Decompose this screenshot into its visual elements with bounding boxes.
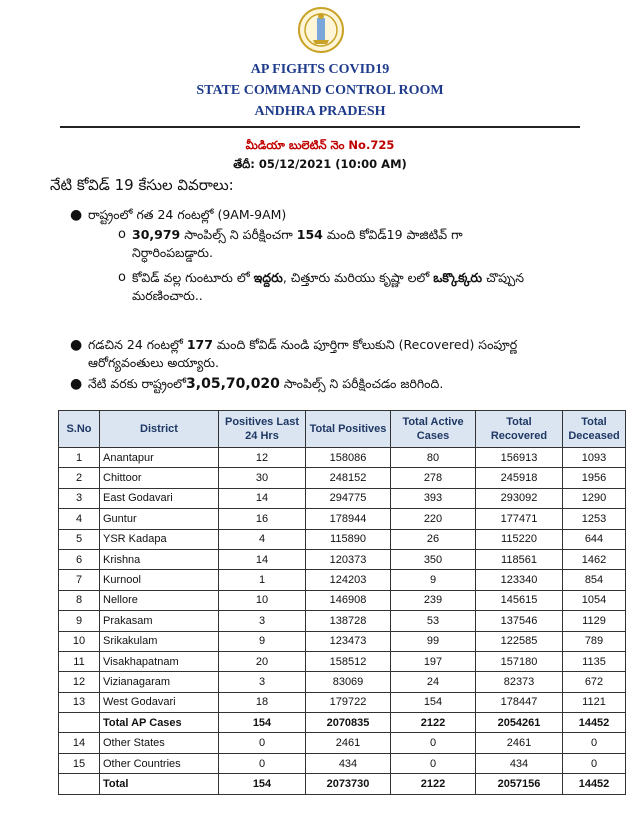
table-cell: 156913 — [476, 448, 563, 468]
table-cell: Other States — [100, 733, 219, 753]
table-cell: 177471 — [476, 509, 563, 529]
table-cell: 12 — [59, 672, 100, 692]
table-row — [59, 611, 626, 631]
table-cell: 789 — [563, 631, 626, 651]
table-cell: 24 — [391, 672, 476, 692]
bullet-icon: ● — [70, 337, 83, 353]
table-cell: Total AP Cases — [100, 713, 219, 733]
col-sno: S.No — [59, 411, 100, 448]
bullet-2: గడచిన 24 గంటల్లో 177 మంది కోవిడ్ నుండి పూర్తిగా కోలుకుని (Recovered) సంపూర్ణ ఆరోగ్యవంతులు అయ్యారు. — [88, 337, 518, 370]
table-cell: 8 — [59, 590, 100, 610]
table-cell: 1121 — [563, 692, 626, 712]
table-cell: 2070835 — [306, 713, 391, 733]
positive-count: 154 — [296, 227, 323, 242]
table-row — [59, 488, 626, 508]
table-cell: 0 — [391, 753, 476, 773]
table-cell: 1462 — [563, 549, 626, 569]
table-cell: 1135 — [563, 651, 626, 671]
table-cell: 220 — [391, 509, 476, 529]
bulletin-title: మీడియా బులెటిన్ నెం No.725 — [245, 138, 395, 152]
table-cell: 197 — [391, 651, 476, 671]
bullet-icon: ● — [70, 376, 83, 392]
col-active-cases: Total Active Cases — [391, 411, 476, 448]
table-cell: 10 — [219, 590, 306, 610]
table-row — [59, 692, 626, 712]
table-cell: 3 — [219, 611, 306, 631]
table-cell: 294775 — [306, 488, 391, 508]
samples-tested: 30,979 — [132, 227, 181, 242]
table-cell: Prakasam — [100, 611, 219, 631]
table-cell: 14452 — [563, 713, 626, 733]
table-cell: Anantapur — [100, 448, 219, 468]
table-row — [59, 529, 626, 549]
table-cell: 145615 — [476, 590, 563, 610]
table-cell: 672 — [563, 672, 626, 692]
table-cell: 1 — [219, 570, 306, 590]
table-cell: 178447 — [476, 692, 563, 712]
table-cell: 115890 — [306, 529, 391, 549]
table-cell: 118561 — [476, 549, 563, 569]
table-cell: 26 — [391, 529, 476, 549]
table-cell: 2122 — [391, 713, 476, 733]
table-row — [59, 651, 626, 671]
table-cell: 154 — [219, 713, 306, 733]
table-cell: 9 — [219, 631, 306, 651]
bullet-1: రాష్ట్రంలో గత 24 గంటల్లో (9AM-9AM) — [88, 207, 287, 222]
table-cell: 14 — [219, 549, 306, 569]
table-cell: 2122 — [391, 774, 476, 794]
table-cell: 20 — [219, 651, 306, 671]
table-cell: 157180 — [476, 651, 563, 671]
table-cell: 99 — [391, 631, 476, 651]
table-cell: 138728 — [306, 611, 391, 631]
table-row — [59, 570, 626, 590]
table-cell: 83069 — [306, 672, 391, 692]
table-cell: 122585 — [476, 631, 563, 651]
header-line-2: STATE COMMAND CONTROL ROOM — [196, 83, 444, 98]
table-row — [59, 753, 626, 773]
table-cell: 12 — [219, 448, 306, 468]
table-cell: 1 — [59, 448, 100, 468]
table-cell: 115220 — [476, 529, 563, 549]
table-cell: 11 — [59, 651, 100, 671]
table-cell: Visakhapatnam — [100, 651, 219, 671]
table-cell: 82373 — [476, 672, 563, 692]
table-cell: 3 — [219, 672, 306, 692]
table-cell — [59, 774, 100, 794]
sub-bullet-2: కోవిడ్ వల్ల గుంటూరు లో ఇద్దరు, చిత్తూరు మరియు కృష్ణా లలో ఒక్కొక్కరు చొప్పున మరణించారు.. — [132, 270, 524, 303]
table-cell: 53 — [391, 611, 476, 631]
table-cell: Krishna — [100, 549, 219, 569]
table-cell: 1290 — [563, 488, 626, 508]
table-cell: 239 — [391, 590, 476, 610]
table-cell: 14 — [219, 488, 306, 508]
district-cases-table — [58, 410, 626, 795]
table-cell: 4 — [59, 509, 100, 529]
table-cell: 30 — [219, 468, 306, 488]
table-cell: 179722 — [306, 692, 391, 712]
bullet-icon: ● — [70, 207, 83, 223]
table-cell: 3 — [59, 488, 100, 508]
table-cell: Total — [100, 774, 219, 794]
table-cell: 9 — [59, 611, 100, 631]
sub-bullet-1: 30,979 సాంపిల్స్ ని పరీక్షించగా 154 మంది కోవిడ్19 పాజిటివ్ గా నిర్ధారింపబడ్డారు. — [132, 227, 463, 260]
table-cell: Srikakulam — [100, 631, 219, 651]
table-cell: 6 — [59, 549, 100, 569]
col-deceased: Total Deceased — [563, 411, 626, 448]
table-cell: Guntur — [100, 509, 219, 529]
col-total-positives: Total Positives — [306, 411, 391, 448]
table-cell: 245918 — [476, 468, 563, 488]
table-cell: 393 — [391, 488, 476, 508]
table-cell: 1129 — [563, 611, 626, 631]
table-cell: Kurnool — [100, 570, 219, 590]
table-cell: 434 — [476, 753, 563, 773]
table-total-row — [59, 774, 626, 794]
recovered-count: 177 — [186, 337, 213, 352]
table-cell: 2461 — [306, 733, 391, 753]
table-row — [59, 590, 626, 610]
table-cell: 2461 — [476, 733, 563, 753]
table-cell: West Godavari — [100, 692, 219, 712]
table-cell: 4 — [219, 529, 306, 549]
table-cell: 1956 — [563, 468, 626, 488]
table-cell: 18 — [219, 692, 306, 712]
table-cell: 0 — [563, 733, 626, 753]
table-cell — [59, 713, 100, 733]
table-row — [59, 468, 626, 488]
table-cell: 350 — [391, 549, 476, 569]
table-cell: 5 — [59, 529, 100, 549]
table-cell: 2 — [59, 468, 100, 488]
table-cell: 9 — [391, 570, 476, 590]
header-line-1: AP FIGHTS COVID19 — [250, 62, 390, 77]
table-cell: Other Countries — [100, 753, 219, 773]
sub-bullet-icon: o — [118, 227, 126, 242]
table-cell: 10 — [59, 631, 100, 651]
table-cell: 80 — [391, 448, 476, 468]
bulletin-date: తేదీ: 05/12/2021 (10:00 AM) — [233, 157, 407, 171]
sub-bullet-icon: o — [118, 270, 126, 285]
table-cell: East Godavari — [100, 488, 219, 508]
table-cell: 154 — [219, 774, 306, 794]
table-cell: Chittoor — [100, 468, 219, 488]
table-cell: 137546 — [476, 611, 563, 631]
table-cell: 293092 — [476, 488, 563, 508]
table-cell: 0 — [391, 733, 476, 753]
table-row — [59, 549, 626, 569]
table-cell: 146908 — [306, 590, 391, 610]
table-cell: Vizianagaram — [100, 672, 219, 692]
header-line-3: ANDHRA PRADESH — [254, 104, 386, 119]
table-cell: 1093 — [563, 448, 626, 468]
table-cell: 1253 — [563, 509, 626, 529]
table-cell: 14452 — [563, 774, 626, 794]
table-row — [59, 448, 626, 468]
table-cell: 854 — [563, 570, 626, 590]
table-header-row — [59, 411, 626, 448]
table-cell: 124203 — [306, 570, 391, 590]
bullet-3: నేటి వరకు రాష్ట్రంలో3,05,70,020 సాంపిల్స్ ని పరీక్షించడం జరిగింది. — [88, 376, 444, 392]
table-cell: 15 — [59, 753, 100, 773]
table-cell: 0 — [219, 753, 306, 773]
table-cell: 178944 — [306, 509, 391, 529]
table-total-row — [59, 713, 626, 733]
table-cell: 644 — [563, 529, 626, 549]
table-cell: YSR Kadapa — [100, 529, 219, 549]
table-row — [59, 672, 626, 692]
ap-emblem-icon — [298, 4, 344, 56]
table-cell: 1054 — [563, 590, 626, 610]
header-divider — [60, 126, 580, 128]
table-cell: 123340 — [476, 570, 563, 590]
table-cell: 248152 — [306, 468, 391, 488]
table-cell: 2073730 — [306, 774, 391, 794]
col-district: District — [100, 411, 219, 448]
table-cell: 278 — [391, 468, 476, 488]
table-cell: 2057156 — [476, 774, 563, 794]
total-samples: 3,05,70,020 — [186, 376, 280, 392]
section-heading: నేటి కోవిడ్ 19 కేసుల వివరాలు: — [50, 176, 234, 194]
table-cell: 158086 — [306, 448, 391, 468]
table-cell: 2054261 — [476, 713, 563, 733]
table-cell: Nellore — [100, 590, 219, 610]
col-recovered: Total Recovered — [476, 411, 563, 448]
table-cell: 0 — [563, 753, 626, 773]
table-row — [59, 733, 626, 753]
table-row — [59, 509, 626, 529]
table-cell: 16 — [219, 509, 306, 529]
table-cell: 120373 — [306, 549, 391, 569]
table-cell: 13 — [59, 692, 100, 712]
table-cell: 14 — [59, 733, 100, 753]
col-positives-24h: Positives Last 24 Hrs — [219, 411, 306, 448]
table-cell: 434 — [306, 753, 391, 773]
table-cell: 158512 — [306, 651, 391, 671]
table-cell: 123473 — [306, 631, 391, 651]
table-row — [59, 631, 626, 651]
table-cell: 7 — [59, 570, 100, 590]
table-cell: 154 — [391, 692, 476, 712]
table-cell: 0 — [219, 733, 306, 753]
